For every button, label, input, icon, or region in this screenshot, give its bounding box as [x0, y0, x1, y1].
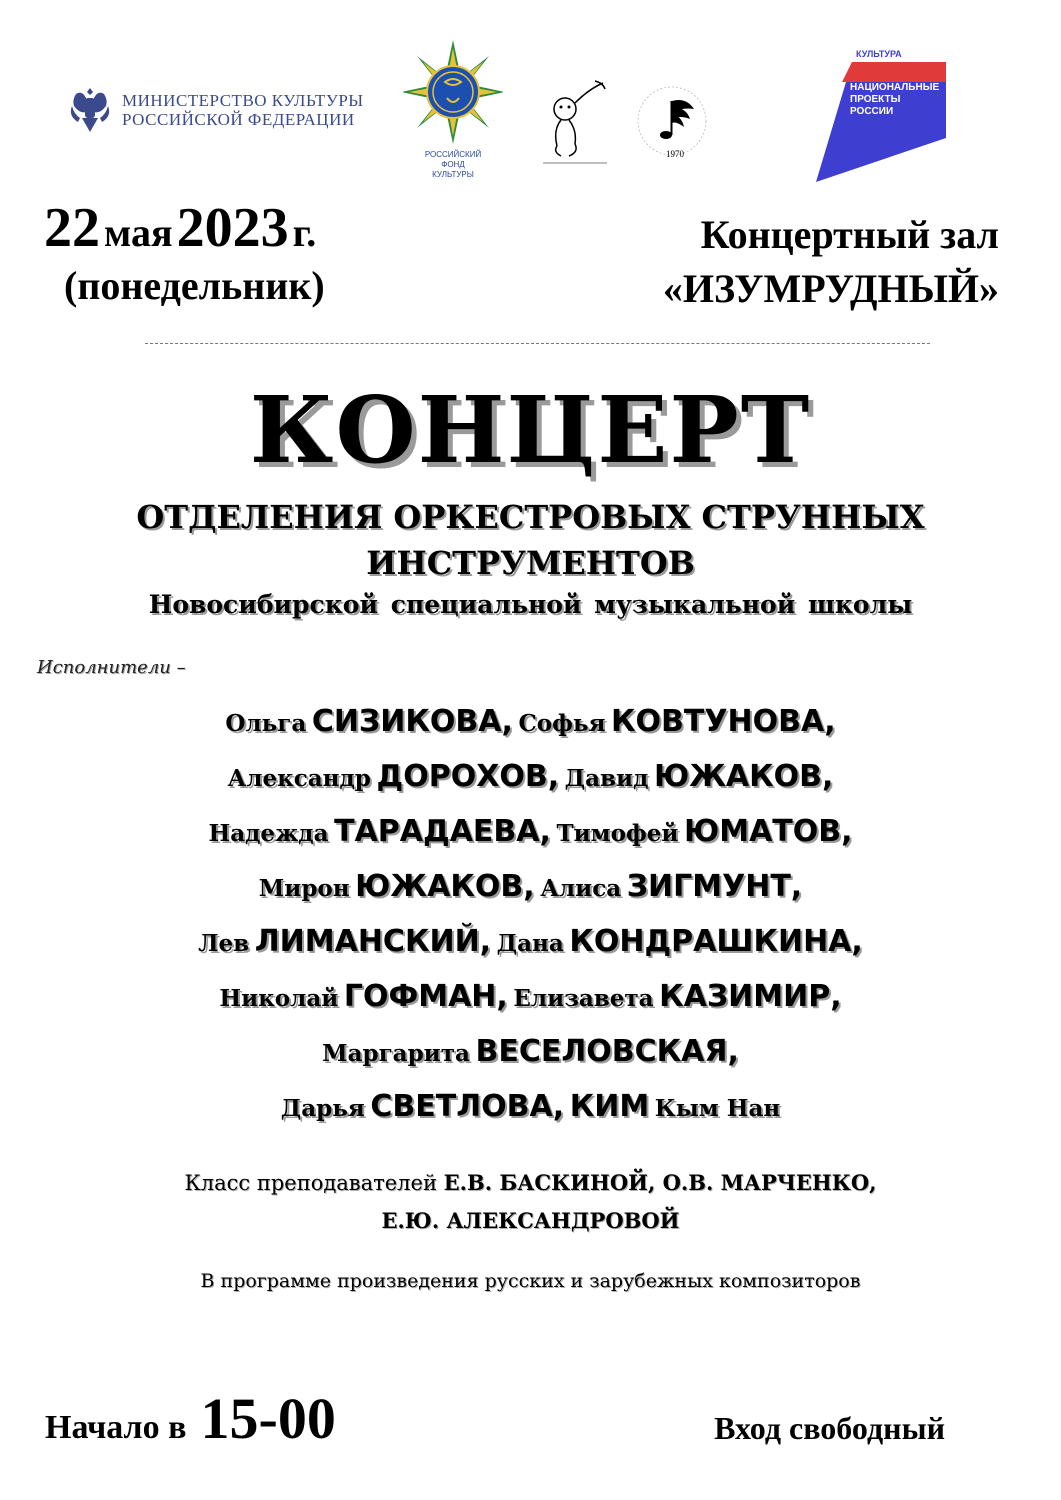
venue-line2: «ИЗУМРУДНЫЙ»: [662, 266, 999, 311]
performer: [258, 869, 535, 904]
venue-line1: Концертный зал: [700, 212, 999, 257]
performer-last-name: ЮМАТОВ,: [684, 814, 853, 849]
teachers-names-line1: Е.В. БАСКИНОЙ, О.В. МАРЧЕНКО,: [443, 1170, 877, 1195]
star-emblem-icon: [403, 40, 503, 148]
performers-row: [0, 749, 1061, 804]
performer: [280, 1089, 565, 1124]
culture-fund-logo: [398, 40, 508, 180]
performer-first-name: Софья: [518, 710, 606, 737]
department-line2: ИНСТРУМЕНТОВ: [366, 544, 695, 582]
performers-list: [0, 694, 1061, 1134]
performers-label: Исполнители –: [37, 657, 186, 678]
performers-row: [0, 694, 1061, 749]
performer: [556, 814, 853, 849]
performers-row: [0, 1079, 1061, 1134]
department-title: [0, 494, 1061, 586]
performer: [564, 759, 834, 794]
performers-row: [0, 859, 1061, 914]
performer-first-name: Мирон: [258, 875, 350, 902]
department-line1: ОТДЕЛЕНИЯ ОРКЕСТРОВЫХ СТРУННЫХ: [136, 498, 925, 536]
performer-last-name: ЗИГМУНТ,: [626, 869, 803, 904]
performer-last-name: ВЕСЕЛОВСКАЯ,: [475, 1034, 739, 1069]
fund-line1: РОССИЙСКИЙ: [424, 150, 482, 159]
performers-row: [0, 914, 1061, 969]
logos-bar: [0, 30, 1061, 180]
performer-last-name: ДОРОХОВ,: [376, 759, 560, 794]
performer: [540, 869, 803, 904]
national-projects-logo: [812, 42, 952, 187]
performer-last-name: СИЗИКОВА,: [311, 704, 513, 739]
concert-title: КОНЦЕРТ: [249, 376, 812, 484]
national-line2: ПРОЕКТЫ: [850, 94, 901, 105]
venue: [663, 208, 999, 316]
performer-first-name: Дана: [496, 930, 564, 957]
national-text: [850, 82, 939, 118]
teachers-line1: [0, 1164, 1061, 1202]
date-day: 22: [44, 197, 100, 259]
divider: [145, 343, 930, 344]
fund-name: [398, 150, 508, 180]
performer-last-name: ТАРАДАЕВА,: [334, 814, 551, 849]
event-date: [44, 196, 316, 260]
performer: [322, 1034, 739, 1069]
ministry-line2: РОССИЙСКОЙ ФЕДЕРАЦИИ: [122, 110, 355, 129]
ministry-line1: МИНИСТЕРСТВО КУЛЬТУРЫ: [122, 91, 364, 110]
performer-last-name: ЮЖАКОВ,: [653, 759, 834, 794]
performer-first-name: Тимофей: [556, 820, 679, 847]
music-school-logo: [632, 75, 712, 170]
fund-line3: КУЛЬТУРЫ: [432, 170, 474, 179]
teachers-prefix: Класс преподавателей: [184, 1171, 437, 1195]
national-line1: НАЦИОНАЛЬНЫЕ: [850, 82, 940, 93]
program-note: В программе произведения русских и зарубежных композиторов: [200, 1270, 861, 1292]
ministry-logo: [66, 82, 364, 138]
fund-line2: ФОНД: [441, 160, 465, 169]
performer-first-name: Елизавета: [513, 985, 654, 1012]
performer-last-name: ЮЖАКОВ,: [355, 869, 535, 904]
performers-row: [0, 969, 1061, 1024]
performers-row: [0, 804, 1061, 859]
performer-first-name: Алиса: [540, 875, 622, 902]
start-time-value: 15-00: [200, 1386, 336, 1451]
date-month: мая: [104, 210, 173, 255]
performer-first-name: Давид: [564, 765, 649, 792]
school-year: 1970: [666, 149, 684, 159]
performer-first-name: Ольга: [225, 710, 307, 737]
performer: [225, 704, 513, 739]
performer: [219, 979, 508, 1014]
entry-note: Вход свободный: [714, 1410, 945, 1446]
performer-first-name: Лев: [198, 930, 250, 957]
performer-first-name: Дарья: [280, 1095, 365, 1122]
performer: [227, 759, 560, 794]
teachers: [0, 1164, 1061, 1240]
double-eagle-emblem-icon: [66, 82, 114, 138]
start-label: Начало в: [45, 1409, 187, 1446]
start-time: [45, 1385, 336, 1452]
ministry-name: [122, 91, 364, 129]
teachers-line2: [0, 1202, 1061, 1240]
performer-last-name: КОНДРАШКИНА,: [569, 924, 863, 959]
performer: [513, 979, 842, 1014]
performer: [518, 704, 836, 739]
performer-last-name: КИМ: [569, 1089, 650, 1124]
youth-fund-logo-icon: [535, 75, 615, 170]
date-year-suffix: г.: [292, 210, 317, 255]
performers-row: [0, 1024, 1061, 1079]
performer-first-name: Александр: [227, 765, 371, 792]
date-year: 2023: [176, 197, 289, 259]
performer-first-name: Маргарита: [322, 1040, 470, 1067]
performer-last-name: СВЕТЛОВА,: [370, 1089, 565, 1124]
performer-last-name: КОВТУНОВА,: [611, 704, 836, 739]
performer-first-name: Николай: [219, 985, 339, 1012]
performer-last-name: ГОФМАН,: [343, 979, 508, 1014]
performer: [496, 924, 863, 959]
national-top: КУЛЬТУРА: [856, 49, 902, 59]
school-name: Новосибирской специальной музыкальной школы: [148, 590, 913, 619]
performer-first-name: Надежда: [208, 820, 329, 847]
event-weekday: (понедельник): [64, 263, 325, 308]
performer-first-name: Кым Нан: [654, 1095, 781, 1122]
performer-last-name: КАЗИМИР,: [659, 979, 842, 1014]
national-line3: РОССИИ: [850, 106, 894, 117]
performer-last-name: ЛИМАНСКИЙ,: [254, 924, 492, 959]
performer: [569, 1089, 781, 1124]
performer: [208, 814, 551, 849]
teachers-names-line2: Е.Ю. АЛЕКСАНДРОВОЙ: [381, 1208, 680, 1233]
performer: [198, 924, 492, 959]
